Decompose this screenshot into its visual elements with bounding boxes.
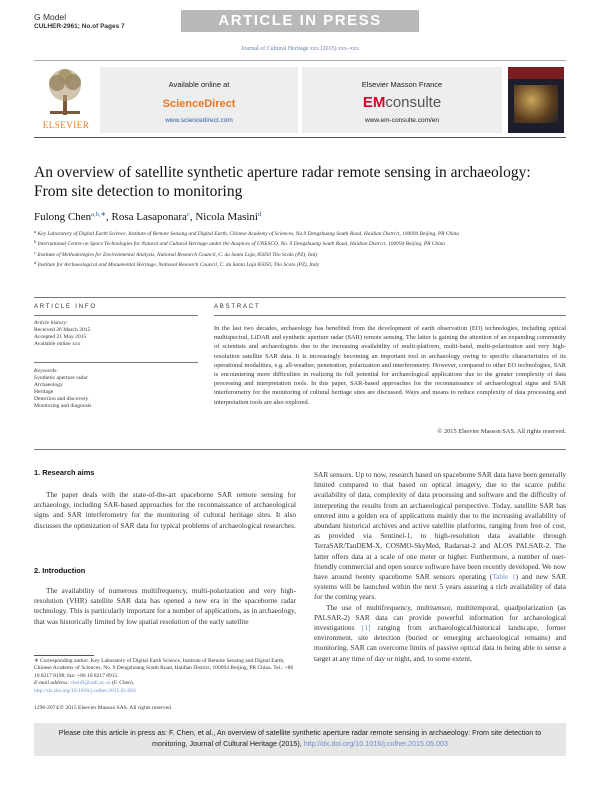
masthead [34, 60, 566, 138]
affiliation: $^a$ Key Laboratory of Digital Earth Science, Institute of Remote Sensing and Digital Earth, Chinese Academy of Sciences, No.9 Dengzhuang South Road, Haidian District, 100094 Beijing, PR China [34, 229, 459, 237]
elsevier-masson-caption: Elsevier Masson France [361, 80, 443, 89]
article-title: An overview of satellite synthetic aperture radar remote sensing in archaeology: From site detection to monitoring [34, 164, 531, 200]
divider [34, 449, 566, 450]
author-list [34, 210, 566, 223]
corresponding-author-footnote: ∗ Corresponding author. Key Laboratory of Digital Earth Science, Institute of Remote Sensing and Digital Earth, Chinese Academy of Sciences, No. 9 Dengzhuang South Road, Haidian District, 100094 Beijing, PR China. Tel.: +86 10 8217 8198; fax: +86 10 8217 8915. E-mail address: chenfl@radi.ac.cn (F. Chen). http://dx.doi.org/10.1016/j.culher.2015.05.003 [34, 658, 296, 695]
reference-link[interactable]: [1] [361, 623, 371, 633]
em-consulte-box[interactable] [302, 67, 502, 133]
journal-cover-image [508, 67, 564, 133]
divider [214, 315, 566, 316]
doi-link[interactable]: http://dx.doi.org/10.1016/j.culher.2015.05.003 [34, 687, 136, 694]
affiliation: $^c$ Institute of Methodologies for Environmental Analysis, National Research Council, C. da Santa Loja, 85050 Tito Scalo (PZ), Italy [34, 249, 318, 258]
author[interactable]: Nicola Masini$^d$ [195, 211, 262, 223]
keyword: Synthetic aperture radar [34, 375, 88, 381]
section-heading: 2. Introduction [34, 566, 86, 575]
right-column [314, 470, 566, 664]
keyword: Archaeology [34, 382, 63, 388]
sciencedirect-logo: ScienceDirect [162, 98, 236, 110]
abstract-copyright: © 2015 Elsevier Masson SAS. All rights reserved. [437, 428, 566, 435]
citation-box: Please cite this article in press as: F. Chen, et al., An overview of satellite synthetic aperture radar remote sensing in archaeology: From site detection to monitoring, Journal of Cultural Heritage (2015), http://dx.doi.org/10.1016/j.culher.2015.05.003 [34, 723, 566, 756]
available-online-caption: Available online at [168, 80, 230, 89]
article-ref: CULHER-2961; No.of Pages 7 [34, 23, 125, 30]
affiliation: $^d$ Institute for Archaeological and Monumental Heritage, National Research Council, C. da Santa Loja 85050, Tito Scalo (PZ), Italy [34, 260, 320, 269]
issn-line: 1296-2074/© 2015 Elsevier Masson SAS. All rights reserved. [34, 705, 173, 711]
divider [34, 315, 198, 316]
section-heading: 1. Research aims [34, 468, 95, 477]
divider [34, 297, 566, 298]
sciencedirect-box[interactable] [100, 67, 298, 133]
section-paragraph: The availability of numerous multifrequency, multi-polarization and very high-resolution (VHR) satellite SAR data has opened a new era in the spaceborne radar technology. This is particularly important for a number of applications, as in archaeology, that was historically limited by low spatial resolution of the early satellite [34, 586, 296, 626]
divider [34, 362, 198, 363]
author[interactable]: Rosa Lasaponara$^c$, [111, 211, 196, 223]
em-consulte-url[interactable]: www.em-consulte.com/en [364, 117, 440, 124]
keyword: Heritage [34, 389, 54, 395]
author[interactable]: Fulong Chen$^{a,b,∗}$, [34, 211, 112, 223]
sciencedirect-url[interactable]: www.sciencedirect.com [165, 117, 233, 124]
affiliations [34, 228, 566, 270]
journal-line: Journal of Cultural Heritage xxx (2015) xxx–xxx [241, 46, 359, 52]
table-link[interactable]: Table 1 [492, 572, 516, 582]
section-paragraph: The use of multifrequency, multisensor, multitemporal, quadpolarization (as PALSAR-2) SAR data can provide powerful information for archaeological investigations [1] ranging from archaeological/historical landscape, former environment, site detection (buried or emerging archaeological remains) and monitoring. SAR can overcome limits of passive optical data in being able to sense a target at any time of day or night, and, to some extent, [314, 602, 566, 663]
article-info-heading: ARTICLE INFO [34, 304, 97, 310]
elsevier-tree-icon [44, 67, 86, 117]
citation-doi-link[interactable]: http://dx.doi.org/10.1016/j.culher.2015.05.003 [303, 739, 449, 748]
article-history: Article history: Received 26 March 2015 Accepted 21 May 2015 Available online xxx [34, 320, 91, 347]
email-link[interactable]: chenfl@radi.ac.cn [70, 680, 111, 687]
g-model-label: G Model [34, 12, 67, 22]
keyword: Detection and discovery [34, 396, 89, 402]
running-header [34, 10, 566, 40]
keywords: Keywords: Synthetic aperture radar Archaeology Heritage Detection and discovery Monitoring and diagnosis [34, 368, 198, 410]
em-consulte-logo: EMconsulte [362, 94, 442, 111]
keyword: Monitoring and diagnosis [34, 403, 92, 409]
article-in-press-banner: ARTICLE IN PRESS [181, 10, 419, 32]
section-paragraph: SAR sensors. Up to now, research based on spaceborne SAR data have been generally limited compared to that based on optical imagery, due to the scarce public availability of data, complexity of data processing and software and the difficulty of interpreting the results from an archaeological perspective. Today, satellite SAR has entered into a golden era of applications mainly due to the increasing availability of abundant historical archives and active satellite platforms, ranging from free of cost, as provided via Sentinel-1, to high-resolution data available through TerraSAR/TanDEM-X, COSMO-SkyMed, Radarsat-2 and ALOS PALSAR-2. The latter offers data at a scale of one meter or higher. Furthermore, a number of user-friendly commercial and open source software have been recently developed. We now have around twenty spaceborne SAR sensors operating (Table 1) and new SAR systems will be launched within the next 5 years assuring a rich availability of data for the coming years. [314, 470, 566, 602]
section-paragraph: The paper deals with the state-of-the-art spaceborne SAR remote sensing for archaeology, including SAR-based approaches for the reconnaissance of archaeological signs and SAR interferometry for the monitoring of cultural heritage sites. It also discusses the optimization of SAR data for typical problems of archaeological researches. [34, 490, 296, 530]
elsevier-wordmark: ELSEVIER [42, 120, 90, 130]
abstract-heading: ABSTRACT [214, 304, 261, 310]
abstract-text: In the last two decades, archaeology has benefited from the development of earth observation (EO) technologies, including optical multispectral, LiDAR and synthetic aperture radar (SAR) remote sensing. The latter is gaining the attention of an expanding community of scientists and archaeologists due to the increasing availability of multi-platform, multi-band, multi-polarization and very high-resolution satellite SAR data. It is increasingly becoming an important tool in archaeology owing to specific characteristics of its operational modalities, e.g. all-weather, penetration, polarization and interferometry. However, compared to other EO technologies, SAR is encountering more difficulties in realizing its full potential for archaeological applications due to the greater complexity of data processing and interpretation tools. In this paper, SAR-based approaches for the reconnaissance of archaeological signs and SAR interferometry for the monitoring of cultural heritage sites are discussed. Ways and means to reduce complexity of data processing and interpretation tools are also explored. [214, 325, 566, 406]
affiliation: $^b$ International Centre on Space Technologies for Natural and Cultural Heritage under the Auspices of UNESCO, No. 9 Dengzhuang South Road, Haidian District, 100094 Beijing, PR China [34, 239, 445, 248]
elsevier-logo [36, 67, 94, 133]
footnote-divider [34, 655, 94, 656]
